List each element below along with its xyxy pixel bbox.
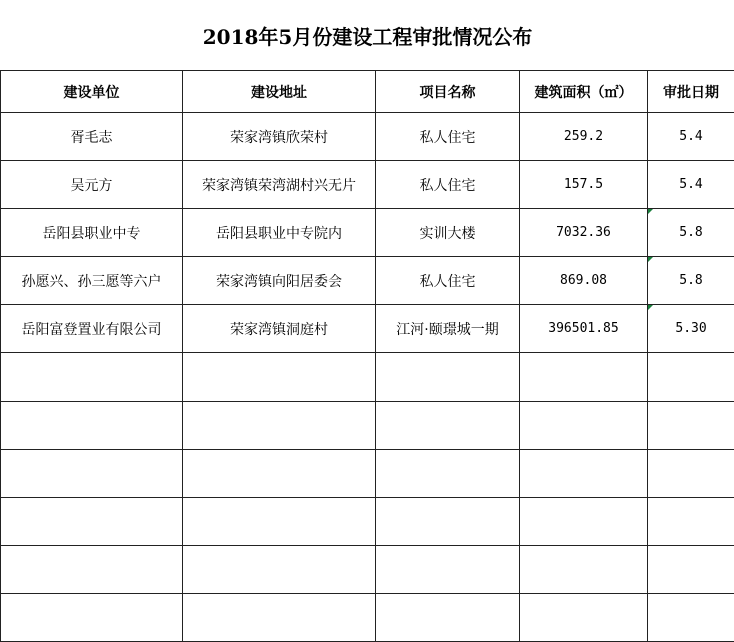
- table-row: [1, 257, 734, 305]
- cell-unit[interactable]: 岳阳富登置业有限公司: [1, 305, 183, 353]
- cell-project[interactable]: 私人住宅: [376, 257, 520, 305]
- empty-cell[interactable]: [1, 545, 183, 593]
- cell-unit[interactable]: 吴元方: [1, 161, 183, 209]
- header-date[interactable]: 审批日期: [648, 71, 734, 113]
- empty-cell[interactable]: [376, 449, 520, 497]
- cell-address[interactable]: 岳阳县职业中专院内: [183, 209, 376, 257]
- cell-area[interactable]: 869.08: [520, 257, 648, 305]
- header-row: [1, 71, 734, 113]
- cell-date[interactable]: 5.8: [648, 257, 734, 305]
- title-row: [1, 0, 734, 71]
- cell-date[interactable]: 5.8: [648, 209, 734, 257]
- cell-project[interactable]: 实训大楼: [376, 209, 520, 257]
- empty-row: [1, 353, 734, 401]
- sheet-title[interactable]: 2018年5月份建设工程审批情况公布: [1, 0, 734, 71]
- table-row: [1, 113, 734, 161]
- empty-cell[interactable]: [1, 593, 183, 641]
- cell-project[interactable]: 私人住宅: [376, 161, 520, 209]
- cell-unit[interactable]: 孙愿兴、孙三愿等六户: [1, 257, 183, 305]
- empty-cell[interactable]: [376, 497, 520, 545]
- cell-address[interactable]: 荣家湾镇洞庭村: [183, 305, 376, 353]
- cell-date[interactable]: 5.4: [648, 113, 734, 161]
- empty-cell[interactable]: [648, 545, 734, 593]
- empty-cell[interactable]: [183, 545, 376, 593]
- empty-row: [1, 497, 734, 545]
- cell-area[interactable]: 259.2: [520, 113, 648, 161]
- empty-cell[interactable]: [183, 593, 376, 641]
- empty-cell[interactable]: [376, 401, 520, 449]
- empty-cell[interactable]: [1, 449, 183, 497]
- empty-cell[interactable]: [520, 497, 648, 545]
- empty-cell[interactable]: [648, 497, 734, 545]
- empty-cell[interactable]: [376, 593, 520, 641]
- empty-row: [1, 449, 734, 497]
- empty-cell[interactable]: [520, 545, 648, 593]
- empty-cell[interactable]: [520, 353, 648, 401]
- empty-cell[interactable]: [183, 401, 376, 449]
- header-unit[interactable]: 建设单位: [1, 71, 183, 113]
- empty-cell[interactable]: [376, 545, 520, 593]
- empty-cell[interactable]: [1, 497, 183, 545]
- empty-row: [1, 401, 734, 449]
- empty-cell[interactable]: [520, 401, 648, 449]
- cell-date[interactable]: 5.4: [648, 161, 734, 209]
- empty-cell[interactable]: [376, 353, 520, 401]
- empty-cell[interactable]: [183, 449, 376, 497]
- empty-cell[interactable]: [183, 497, 376, 545]
- cell-address[interactable]: 荣家湾镇欣荣村: [183, 113, 376, 161]
- empty-cell[interactable]: [648, 401, 734, 449]
- cell-area[interactable]: 7032.36: [520, 209, 648, 257]
- empty-row: [1, 545, 734, 593]
- empty-cell[interactable]: [648, 449, 734, 497]
- empty-cell[interactable]: [1, 353, 183, 401]
- table-row: [1, 209, 734, 257]
- empty-cell[interactable]: [520, 593, 648, 641]
- header-area[interactable]: 建筑面积（㎡）: [520, 71, 648, 113]
- empty-cell[interactable]: [648, 353, 734, 401]
- empty-cell[interactable]: [1, 401, 183, 449]
- cell-unit[interactable]: 岳阳县职业中专: [1, 209, 183, 257]
- table-row: [1, 305, 734, 353]
- table-row: [1, 161, 734, 209]
- header-address[interactable]: 建设地址: [183, 71, 376, 113]
- cell-project[interactable]: 江河·颐璟城一期: [376, 305, 520, 353]
- cell-area[interactable]: 396501.85: [520, 305, 648, 353]
- empty-cell[interactable]: [648, 593, 734, 641]
- cell-address[interactable]: 荣家湾镇向阳居委会: [183, 257, 376, 305]
- cell-address[interactable]: 荣家湾镇荣湾湖村兴无片: [183, 161, 376, 209]
- empty-row: [1, 593, 734, 641]
- empty-cell[interactable]: [520, 449, 648, 497]
- empty-cell[interactable]: [183, 353, 376, 401]
- cell-unit[interactable]: 胥毛志: [1, 113, 183, 161]
- cell-area[interactable]: 157.5: [520, 161, 648, 209]
- header-project[interactable]: 项目名称: [376, 71, 520, 113]
- cell-project[interactable]: 私人住宅: [376, 113, 520, 161]
- cell-date[interactable]: 5.30: [648, 305, 734, 353]
